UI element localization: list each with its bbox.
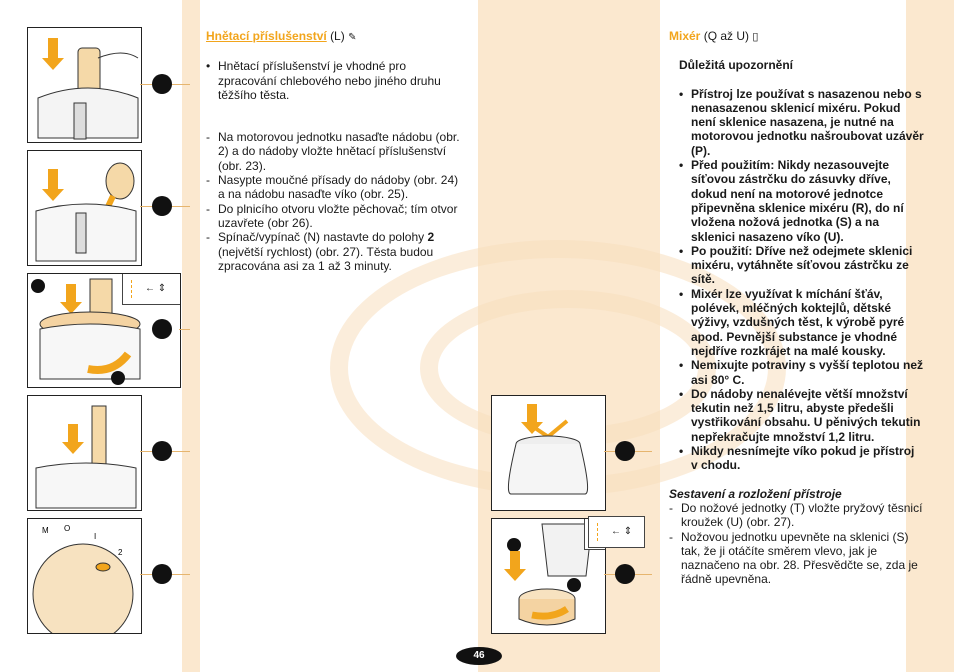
figure-blender-base (491, 395, 606, 511)
blender-icon: ▯ (752, 31, 759, 43)
callout-dot (152, 196, 172, 216)
figure-26 (27, 395, 142, 511)
figure-24 (27, 150, 142, 266)
assembly-step: - Do nožové jednotky (T) vložte pryžový těsnicí kroužek (U) (obr. 27). (669, 500, 923, 530)
step-item: - Nasypte moučné přísady do nádoby (obr. 24) a na nádobu nasaďte víko (obr. 25). (206, 173, 459, 202)
kneading-ref: (L) (330, 29, 345, 43)
step-item: - Do plnicího otvoru vložte pěchovač; tím otvor uzavřete (obr 26). (206, 201, 458, 230)
warning-item: • Přístroj lze používat s nasazenou nebo s nenasazenou sklenicí mixéru. Pokud není sklenice nasazena, je nutné na motorovou jednotku našroubovat uzávěr (P). (679, 86, 924, 158)
tool-icon: ✎ (348, 32, 357, 43)
leader-line (179, 329, 190, 330)
figure-23 (27, 27, 142, 143)
right-text-column (669, 29, 924, 587)
blender-ref: (Q až U) (703, 29, 750, 43)
warning-item: • Před použitím: Nikdy nezasouvejte síťovou zástrčku do zásuvky dříve, dokud není na motorové jednotce připevněna sklenice mixéru (R), do ní vložena nožová jednotka (S) a na sklenici nasazeno víko (U). (679, 158, 904, 244)
step-item: - Na motorovou jednotku nasaďte nádobu (obr. 2) a do nádoby vložte hnětací příslušenství (obr. 23). (206, 130, 460, 173)
callout-dot (152, 74, 172, 94)
callout-dot (152, 441, 172, 461)
callout-dot (152, 319, 172, 339)
warning-item: • Po použití: Dříve než odejmete sklenici mixéru, vytáhněte síťovou zástrčku ze sítě. (679, 243, 913, 287)
warning-item: • Mixér lze využívat k míchání šťáv, polévek, mléčných koktejlů, dětské výživy, vzdušných těst, k výrobě pyré apod. Pevnější substance je vhodné nejdříve rozkrájet na malé kousky. (679, 286, 905, 358)
warning-item: • Nemixujte potraviny s vyšší teplotou než asi 80° C. (679, 358, 924, 387)
switch-panel-blender (588, 516, 645, 548)
step-item: - Spínač/vypínač (N) nastavte do polohy 2 (největší rychlost) (obr. 27). Těsta budou zpracována asi za 1 až 3 minuty. (206, 230, 435, 273)
warning-item: • Nikdy nesnímejte víko pokud je přístroj v chodu. (679, 444, 915, 473)
dial-label-1: I (94, 532, 97, 541)
dial-label-2: 2 (118, 548, 123, 557)
left-text-column (206, 29, 460, 273)
switch-panel-symbols: ← ⇕ (145, 283, 167, 294)
dial-label-o: O (64, 524, 71, 533)
kneading-title: Hnětací příslušenství (206, 29, 327, 43)
intro-paragraph: • Hnětací příslušenství je vhodné pro zpracování chlebového nebo jiného druhu těžšího těsta. (206, 59, 441, 102)
section-heading-kneading (206, 29, 460, 45)
switch-panel (122, 273, 181, 305)
section-heading-blender (669, 29, 924, 44)
switch-panel-symbols-2: ← ⇕ (611, 526, 633, 537)
important-title: Důležitá upozornění (679, 58, 793, 73)
callout-dot (615, 564, 635, 584)
callout-dot (152, 564, 172, 584)
blender-title: Mixér (669, 29, 701, 43)
dial-label-m: M (42, 526, 49, 535)
callout-dot (615, 441, 635, 461)
assembly-title: Sestavení a rozložení přístroje (669, 486, 842, 501)
page-number: 46 (456, 647, 502, 665)
assembly-step: - Nožovou jednotku upevněte na sklenici (S) tak, že ji otáčíte směrem vlevo, jak je naznačeno na obr. 28. Přesvědčte se, zda je řádně upevněna. (669, 529, 918, 587)
figure-27-dial (27, 518, 142, 634)
left-margin-strip (182, 0, 200, 672)
warning-item: • Do nádoby nenalévejte větší množství tekutin než 1,5 litru, abyste předešli vystřikování obsahu. U pěnivých tekutin nepřekračujte množství 1,2 litru. (679, 386, 921, 444)
